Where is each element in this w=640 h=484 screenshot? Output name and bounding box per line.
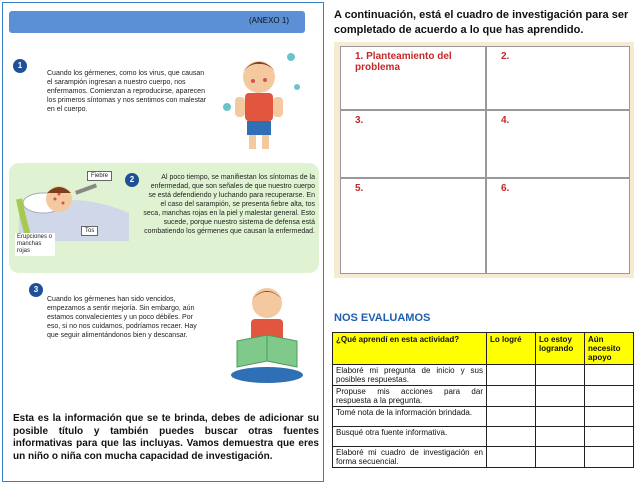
boy-head (243, 61, 275, 93)
boy-head (252, 288, 282, 318)
research-cell-6[interactable] (486, 178, 630, 274)
step-number-badge: 1 (13, 59, 27, 73)
germ-icon (294, 84, 300, 90)
needs-support-cell[interactable] (585, 386, 634, 407)
cell-label: 5. (355, 183, 364, 194)
research-instructions: A continuación, está el cuadro de investigación para ser completado de acuerdo a lo que has aprendido. (334, 9, 629, 36)
achieved-cell[interactable] (487, 365, 536, 386)
cell-label: 4. (501, 115, 510, 126)
criterion-text: Tomé nota de la información brindada. (333, 407, 487, 427)
research-cell-5[interactable] (340, 178, 486, 274)
research-cell-2[interactable] (486, 46, 630, 110)
criterion-text: Busqué otra fuente informativa. (333, 427, 487, 447)
in-progress-cell[interactable] (536, 427, 585, 447)
germ-icon (287, 53, 295, 61)
research-panel (326, 2, 638, 482)
research-cell-1[interactable] (340, 46, 486, 110)
achieved-cell[interactable] (487, 427, 536, 447)
research-chart (334, 42, 634, 278)
in-progress-cell[interactable] (536, 407, 585, 427)
criterion-text: Elaboré mi cuadro de investigación en forma secuencial. (333, 447, 487, 468)
step-2-card (9, 163, 319, 273)
step-3-text: Cuando los gérmenes han sido vencidos, empezamos a sentir mejoría. Sin embargo, aún estamos convalecientes y un poco débiles. Por eso, si no nos cuidamos, podríamos recaer. Hay que seguir alimentándonos bien y descansar. (47, 296, 197, 339)
step-2-text: Al poco tiempo, se manifiestan los síntomas de la enfermedad, que son señales de que nuestro cuerpo se está defendiendo y luchando para recuperarse. En el caso del sarampión, se presenta fiebre alta, tos seca, manchas rojas en la piel y malestar general. Esto sucede, porque nuestro sistema de defensa está combatiendo los gérmenes que causan la enfermedad. (143, 174, 315, 235)
needs-support-cell[interactable] (585, 365, 634, 386)
boy-shorts (247, 121, 271, 135)
thermometer-icon (75, 183, 97, 194)
step-number-badge: 3 (29, 283, 43, 297)
in-progress-cell[interactable] (536, 447, 585, 468)
in-progress-cell[interactable] (536, 365, 585, 386)
instructions-paragraph: Esta es la información que se te brinda, debes de adicionar su posible título y también puedes buscar otras fuentes informativas para que las incluyas. Vamos demuestra que eres un niño o niña con mucha capacidad de investigación. (13, 413, 319, 462)
achieved-cell[interactable] (487, 386, 536, 407)
table-row (333, 407, 634, 427)
step-1-card (9, 45, 311, 157)
criterion-text: Propuse mis acciones para dar respuesta a la pregunta. (333, 386, 487, 407)
fever-label: Fiebre (87, 171, 112, 181)
germ-icon (223, 103, 231, 111)
cough-label: Tos (81, 226, 98, 236)
step-1-text: Cuando los gérmenes, como los virus, que causan el sarampión ingresan a nuestro cuerpo, nos enfermamos. Comienzan a reproducirse, aparecen los primeros síntomas y nos sentimos con malestar en el cuerpo. (47, 70, 207, 113)
research-cell-3[interactable] (340, 110, 486, 178)
table-row (333, 447, 634, 468)
research-cell-4[interactable] (486, 110, 630, 178)
table-row (333, 427, 634, 447)
table-header-row (333, 333, 634, 365)
boy-shirt (245, 93, 273, 121)
cell-label: 6. (501, 183, 510, 194)
sick-boy-illustration (217, 47, 307, 155)
column-header: Aún necesito apoyo (585, 333, 634, 365)
column-header: ¿Qué aprendí en esta actividad? (333, 333, 487, 365)
rash-label: Erupciones o manchas rojas (15, 233, 55, 256)
evaluation-table (332, 332, 634, 468)
cell-label: 1. Planteamiento del problema (355, 51, 452, 73)
step-3-card (9, 281, 313, 389)
boy-legs (231, 367, 303, 383)
column-header: Lo estoy logrando (536, 333, 585, 365)
column-header: Lo logré (487, 333, 536, 365)
needs-support-cell[interactable] (585, 427, 634, 447)
annex-label: (ANEXO 1) (248, 16, 289, 25)
cell-label: 2. (501, 51, 510, 62)
needs-support-cell[interactable] (585, 447, 634, 468)
evaluation-title: NOS EVALUAMOS (334, 312, 431, 324)
annex-panel (2, 2, 324, 482)
achieved-cell[interactable] (487, 407, 536, 427)
step-number-badge: 2 (125, 173, 139, 187)
needs-support-cell[interactable] (585, 407, 634, 427)
reading-boy-illustration (223, 281, 311, 385)
annex-header-bar (9, 11, 305, 33)
in-progress-cell[interactable] (536, 386, 585, 407)
criterion-text: Elaboré mi pregunta de inicio y sus posibles respuestas. (333, 365, 487, 386)
table-row (333, 365, 634, 386)
table-row (333, 386, 634, 407)
achieved-cell[interactable] (487, 447, 536, 468)
cell-label: 3. (355, 115, 364, 126)
